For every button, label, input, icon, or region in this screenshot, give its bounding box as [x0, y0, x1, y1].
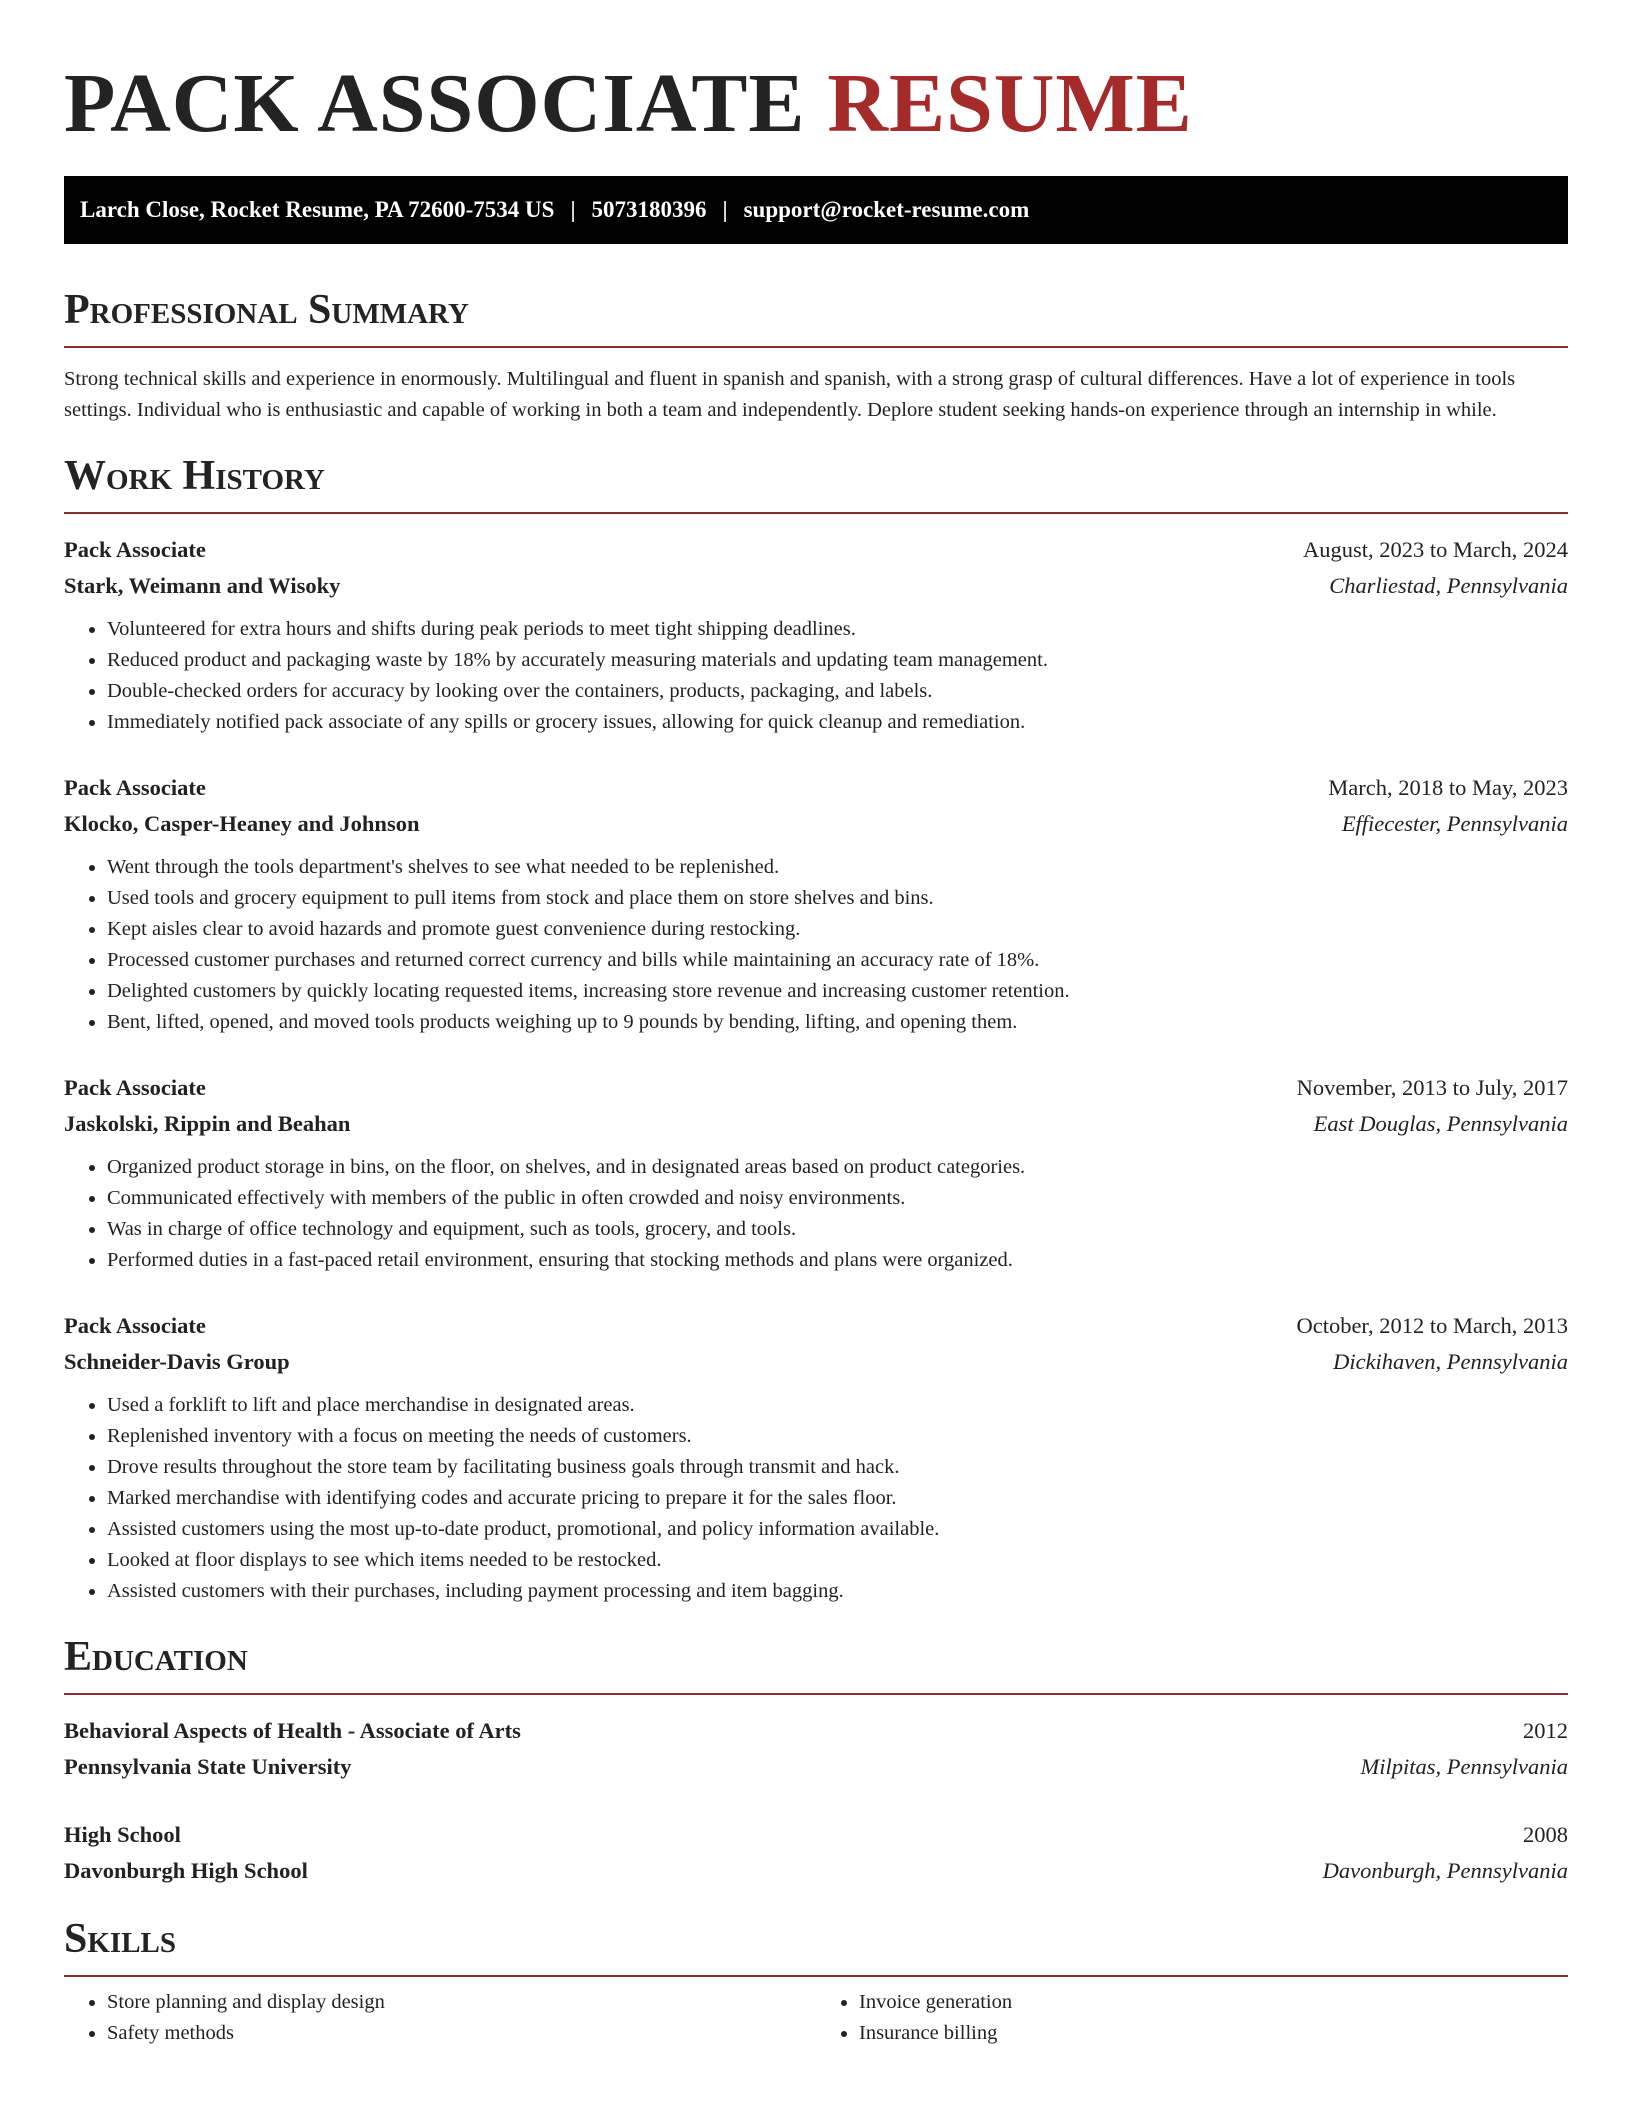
title-accent: RESUME	[827, 57, 1193, 150]
summary-section	[64, 282, 1568, 426]
education-entry	[64, 1713, 1568, 1785]
job-entry	[64, 1308, 1568, 1607]
section-heading-education: Education	[64, 1634, 248, 1680]
resume-title	[64, 0, 1568, 152]
summary-text: Strong technical skills and experience in enormously. Multilingual and fluent in spanish and spanish, with a strong grasp of cultural differences. Have a lot of experience in tools settings. Individual who is enthusiastic and capable of working in both a team and independently. Deplore student seeking hands-on experience through an internship in while.	[64, 368, 1516, 421]
list-item: • Invoice generation	[859, 1987, 1568, 2018]
title-main: PACK ASSOCIATE	[64, 57, 806, 150]
job-bullets	[64, 614, 1568, 738]
list-item: • Reduced product and packaging waste by 18% by accurately measuring materials and updating team management.	[107, 645, 1568, 676]
list-item: • Went through the tools department's shelves to see what needed to be replenished.	[107, 852, 1568, 883]
list-item: • Marked merchandise with identifying codes and accurate pricing to prepare it for the sales floor.	[107, 1483, 1568, 1514]
list-item: • Looked at floor displays to see which items needed to be restocked.	[107, 1545, 1568, 1576]
education-school: Pennsylvania State University	[64, 1754, 352, 1779]
job-dates: November, 2013 to July, 2017	[1296, 1075, 1568, 1100]
job-company: Schneider-Davis Group	[64, 1349, 290, 1374]
job-entry	[64, 770, 1568, 1038]
contact-phone[interactable]: 5073180396	[591, 197, 707, 222]
job-company: Jaskolski, Rippin and Beahan	[64, 1111, 351, 1136]
education-location: Milpitas, Pennsylvania	[1360, 1754, 1568, 1779]
list-item: • Kept aisles clear to avoid hazards and promote guest convenience during restocking.	[107, 914, 1568, 945]
education-location: Davonburgh, Pennsylvania	[1322, 1858, 1568, 1883]
section-heading-work: Work History	[64, 453, 325, 499]
section-divider	[64, 512, 1568, 514]
list-item: • Delighted customers by quickly locating requested items, increasing store revenue and increasing customer retention.	[107, 976, 1568, 1007]
job-entry	[64, 532, 1568, 738]
list-item: • Used a forklift to lift and place merchandise in designated areas.	[107, 1390, 1568, 1421]
list-item: • Bent, lifted, opened, and moved tools products weighing up to 9 pounds by bending, lifting, and opening them.	[107, 1007, 1568, 1038]
job-title: Pack Associate	[64, 1075, 206, 1100]
section-divider	[64, 346, 1568, 348]
education-degree: High School	[64, 1822, 181, 1847]
list-item: • Safety methods	[107, 2018, 816, 2049]
education-year: 2008	[1523, 1822, 1568, 1847]
list-item: • Organized product storage in bins, on the floor, on shelves, and in designated areas based on product categories.	[107, 1152, 1568, 1183]
job-company: Stark, Weimann and Wisoky	[64, 573, 341, 598]
education-school: Davonburgh High School	[64, 1858, 308, 1883]
section-heading-summary: Professional Summary	[64, 287, 469, 333]
job-bullets	[64, 852, 1568, 1038]
list-item: • Assisted customers using the most up-to-date product, promotional, and policy information available.	[107, 1514, 1568, 1545]
list-item: • Replenished inventory with a focus on meeting the needs of customers.	[107, 1421, 1568, 1452]
job-dates: October, 2012 to March, 2013	[1296, 1313, 1568, 1338]
education-entry	[64, 1817, 1568, 1889]
list-item: • Volunteered for extra hours and shifts during peak periods to meet tight shipping deadlines.	[107, 614, 1568, 645]
skills-section	[64, 1911, 1568, 2049]
skills-list-left	[64, 1987, 816, 2049]
contact-separator: |	[570, 197, 576, 222]
job-location: East Douglas, Pennsylvania	[1313, 1111, 1568, 1136]
list-item: • Drove results throughout the store team by facilitating business goals through transmit and hack.	[107, 1452, 1568, 1483]
list-item: • Immediately notified pack associate of any spills or grocery issues, allowing for quick cleanup and remediation.	[107, 707, 1568, 738]
job-title: Pack Associate	[64, 537, 206, 562]
list-item: • Store planning and display design	[107, 1987, 816, 2018]
contact-separator: |	[722, 197, 728, 222]
contact-address: Larch Close, Rocket Resume, PA 72600-7534 US	[80, 197, 555, 222]
job-title: Pack Associate	[64, 775, 206, 800]
job-bullets	[64, 1152, 1568, 1276]
job-location: Charliestad, Pennsylvania	[1329, 573, 1568, 598]
contact-bar	[64, 176, 1568, 244]
job-location: Effiecester, Pennsylvania	[1341, 811, 1568, 836]
section-heading-skills: Skills	[64, 1916, 177, 1962]
skills-list-right	[816, 1987, 1568, 2049]
section-divider	[64, 1693, 1568, 1695]
education-degree: Behavioral Aspects of Health - Associate of Arts	[64, 1718, 521, 1743]
job-bullets	[64, 1390, 1568, 1607]
contact-email[interactable]: support@rocket-resume.com	[743, 197, 1030, 222]
education-section	[64, 1629, 1568, 1889]
job-dates: March, 2018 to May, 2023	[1328, 775, 1568, 800]
education-year: 2012	[1523, 1718, 1568, 1743]
job-location: Dickihaven, Pennsylvania	[1333, 1349, 1568, 1374]
work-history-section	[64, 448, 1568, 1607]
job-entry	[64, 1070, 1568, 1276]
list-item: • Was in charge of office technology and equipment, such as tools, grocery, and tools.	[107, 1214, 1568, 1245]
list-item: • Performed duties in a fast-paced retail environment, ensuring that stocking methods and plans were organized.	[107, 1245, 1568, 1276]
list-item: • Processed customer purchases and returned correct currency and bills while maintaining an accuracy rate of 18%.	[107, 945, 1568, 976]
list-item: • Communicated effectively with members of the public in often crowded and noisy environments.	[107, 1183, 1568, 1214]
job-company: Klocko, Casper-Heaney and Johnson	[64, 811, 420, 836]
job-dates: August, 2023 to March, 2024	[1303, 537, 1568, 562]
list-item: • Used tools and grocery equipment to pull items from stock and place them on store shelves and bins.	[107, 883, 1568, 914]
list-item: • Insurance billing	[859, 2018, 1568, 2049]
list-item: • Double-checked orders for accuracy by looking over the containers, products, packaging, and labels.	[107, 676, 1568, 707]
list-item: • Assisted customers with their purchases, including payment processing and item bagging.	[107, 1576, 1568, 1607]
job-title: Pack Associate	[64, 1313, 206, 1338]
skills-columns	[64, 1977, 1568, 2049]
